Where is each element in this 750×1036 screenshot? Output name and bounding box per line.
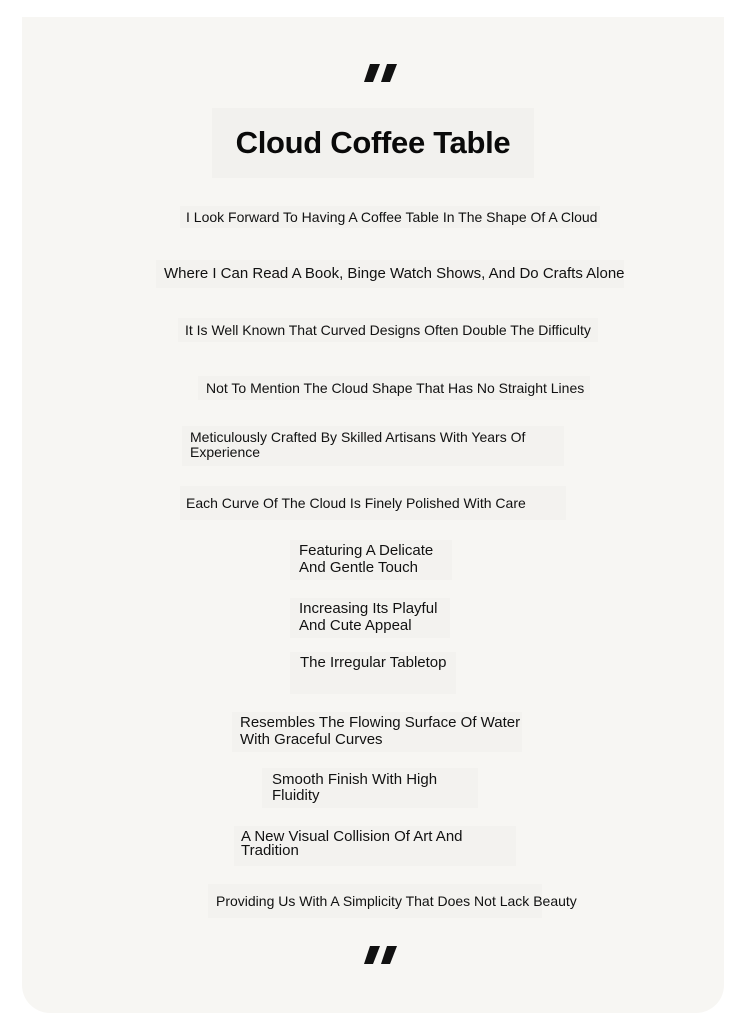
text-line-11: Smooth Finish With High Fluidity [262,768,478,808]
open-quote-icon [364,63,404,83]
text-line-8: Increasing Its Playful And Cute Appeal [290,598,450,638]
text-line-1: I Look Forward To Having A Coffee Table In The Shape Of A Cloud [180,206,600,228]
text-line-2: Where I Can Read A Book, Binge Watch Shows, And Do Crafts Alone [156,260,624,288]
text-line-10: Resembles The Flowing Surface Of Water With Graceful Curves [232,712,522,752]
page-title: Cloud Coffee Table [212,108,534,178]
close-quote-icon [364,945,404,965]
text-line-9: The Irregular Tabletop [290,652,456,694]
text-line-7: Featuring A Delicate And Gentle Touch [290,540,452,580]
text-line-4: Not To Mention The Cloud Shape That Has No Straight Lines [198,376,590,400]
text-line-6: Each Curve Of The Cloud Is Finely Polished With Care [180,486,566,520]
text-line-12: A New Visual Collision Of Art And Tradition [234,826,516,866]
text-line-5: Meticulously Crafted By Skilled Artisans With Years Of Experience [182,426,564,466]
text-line-3: It Is Well Known That Curved Designs Often Double The Difficulty [178,318,598,342]
text-line-13: Providing Us With A Simplicity That Does Not Lack Beauty [208,884,542,918]
